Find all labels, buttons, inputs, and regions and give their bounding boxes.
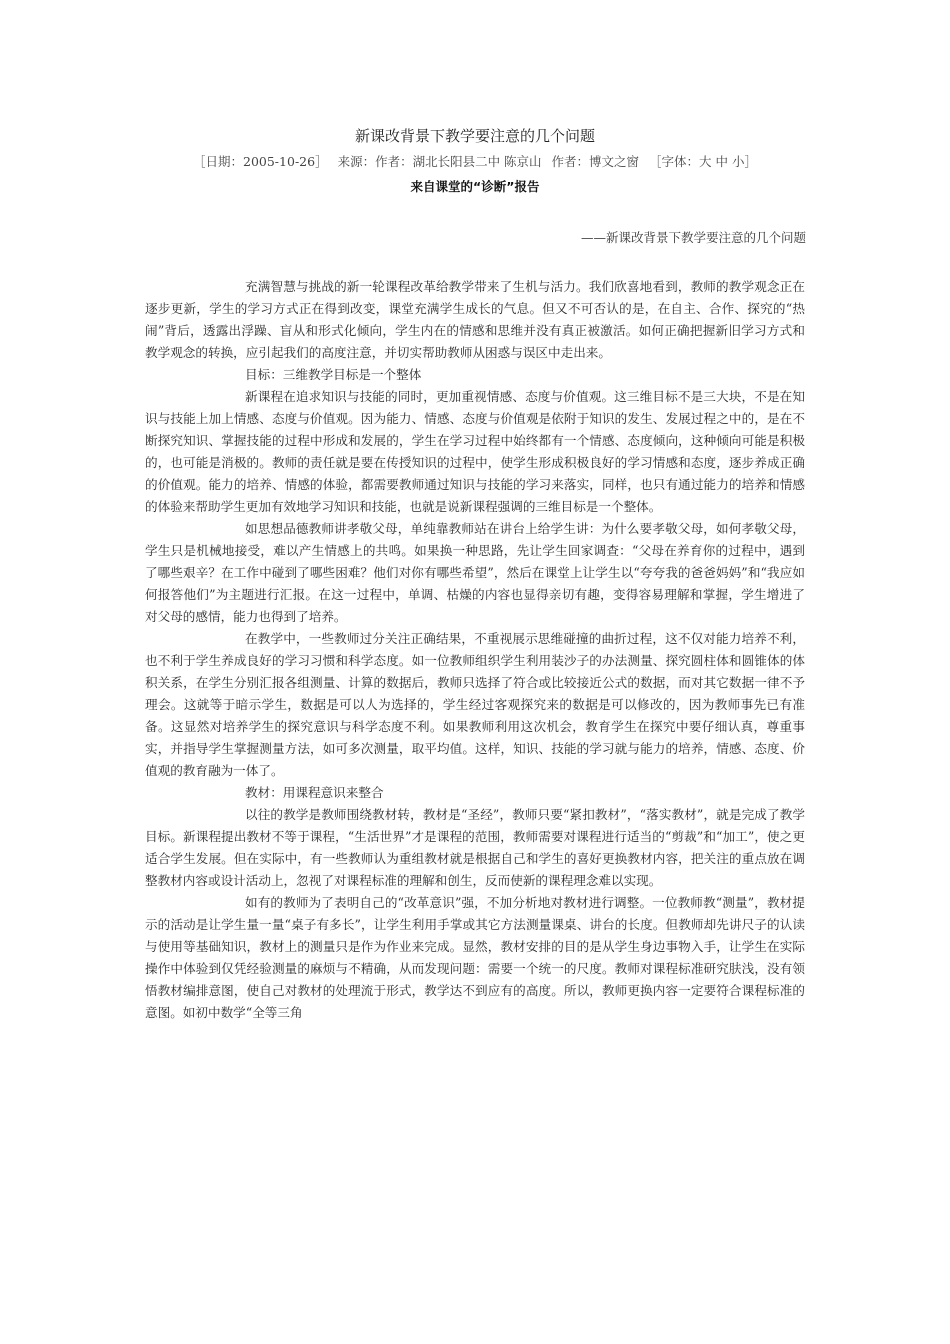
paragraph: 在教学中，一些教师过分关注正确结果，不重视展示思维碰撞的曲折过程，这不仅对能力培养不利，也不利于学生养成良好的学习习惯和科学态度。如一位教师组织学生利用装沙子的办法测量、探究圆柱体和圆锥体的体积关系，在学生分别汇报各组测量、计算的数据后，教师只选择了符合或比较接近公式的数据，而对其它数据一律不予理会。这就等于暗示学生，数据是可以人为选择的，学生经过客观探究来的数据是可以修改的，因为教师事先已有准备。这显然对培养学生的探究意识与科学态度不利。如果教师利用这次机会，教育学生在探究中要仔细认真，尊重事实，并指导学生掌握测量方法，如可多次测量，取平均值。这样，知识、技能的学习就与能力的培养，情感、态度、价值观的教育融为一体了。	[145, 631, 805, 778]
meta-font-size-switcher[interactable]: ［字体：大 中 小］	[649, 154, 757, 169]
meta-source: 来源：作者：湖北长阳县二中 陈京山	[337, 154, 542, 169]
paragraph: 以往的教学是教师围绕教材转，教材是“圣经”，教师只要“紧扣教材”，“落实教材”，就是完成了教学目标。新课程提出教材不等于课程，“生活世界”才是课程的范围，教师需要对课程进行适当的“剪裁”和“加工”，使之更适合学生发展。但在实际中，有一些教师认为重组教材就是根据自己和学生的喜好更换教材内容，把关注的重点放在调整教材内容或设计活动上，忽视了对课程标准的理解和创生，反而使新的课程理念难以实现。	[145, 807, 805, 888]
paragraph: 充满智慧与挑战的新一轮课程改革给教学带来了生机与活力。我们欣喜地看到，教师的教学观念正在逐步更新，学生的学习方式正在得到改变，课堂充满学生成长的气息。但又不可否认的是，在自主、合作、探究的“热闹”背后，透露出浮躁、盲从和形式化倾向，学生内在的情感和思维并没有真正被激活。如何正确把握新旧学习方式和教学观念的转换，应引起我们的高度注意，并切实帮助教师从困惑与误区中走出来。	[145, 279, 805, 360]
article-body	[145, 276, 805, 1024]
section-heading-goals: 目标：三维教学目标是一个整体	[245, 367, 422, 382]
article-meta	[0, 153, 950, 171]
meta-author: 作者：博文之窗	[551, 154, 640, 169]
article-title: 新课改背景下教学要注意的几个问题	[354, 127, 595, 145]
paragraph: 新课程在追求知识与技能的同时，更加重视情感、态度与价值观。这三维目标不是三大块，不是在知识与技能上加上情感、态度与价值观。因为能力、情感、态度与价值观是依附于知识的发生、发展过程之中的，是在不断探究知识、掌握技能的过程中形成和发展的，学生在学习过程中始终都有一个情感、态度倾向，这种倾向可能是积极的，也可能是消极的。教师的责任就是要在传授知识的过程中，使学生形成积极良好的学习情感和态度，逐步养成正确的价值观。能力的培养、情感的体验，都需要教师通过知识与技能的学习来落实，同样，也只有通过能力的培养和情感的体验来帮助学生更加有效地学习知识和技能，也就是说新课程强调的三维目标是一个整体。	[145, 389, 805, 514]
article-subtitle: 来自课堂的“诊断”报告	[410, 179, 540, 194]
paragraph: 如思想品德教师讲孝敬父母，单纯靠教师站在讲台上给学生讲：为什么要孝敬父母，如何孝敬父母，学生只是机械地接受，难以产生情感上的共鸣。如果换一种思路，先让学生回家调查：“父母在养育你的过程中，遇到了哪些艰辛？在工作中碰到了哪些困难？他们对你有哪些希望”，然后在课堂上让学生以“夸夸我的爸爸妈妈”和“我应如何报答他们”为主题进行汇报。在这一过程中，单调、枯燥的内容也显得亲切有趣，变得容易理解和掌握，学生增进了对父母的感情，能力也得到了培养。	[145, 521, 805, 624]
paragraph: 如有的教师为了表明自己的“改革意识”强，不加分析地对教材进行调整。一位教师教“测量”，教材提示的活动是让学生量一量“桌子有多长”，让学生利用手掌或其它方法测量课桌、讲台的长度。但教师却先讲尺子的认读与使用等基础知识，教材上的测量只是作为作业来完成。显然，教材安排的目的是从学生身边事物入手，让学生在实际操作中体验到仅凭经验测量的麻烦与不精确，从而发现问题：需要一个统一的尺度。教师对课程标准研究肤浅，没有领悟教材编排意图，使自己对教材的处理流于形式，教学达不到应有的高度。所以，教师更换内容一定要符合课程标准的意图。如初中数学“全等三角	[145, 895, 805, 1020]
meta-date: ［日期：2005-10-26］	[193, 154, 328, 169]
article-subtitle-line: ——新课改背景下教学要注意的几个问题	[580, 230, 806, 245]
section-heading-materials: 教材：用课程意识来整合	[245, 785, 384, 800]
